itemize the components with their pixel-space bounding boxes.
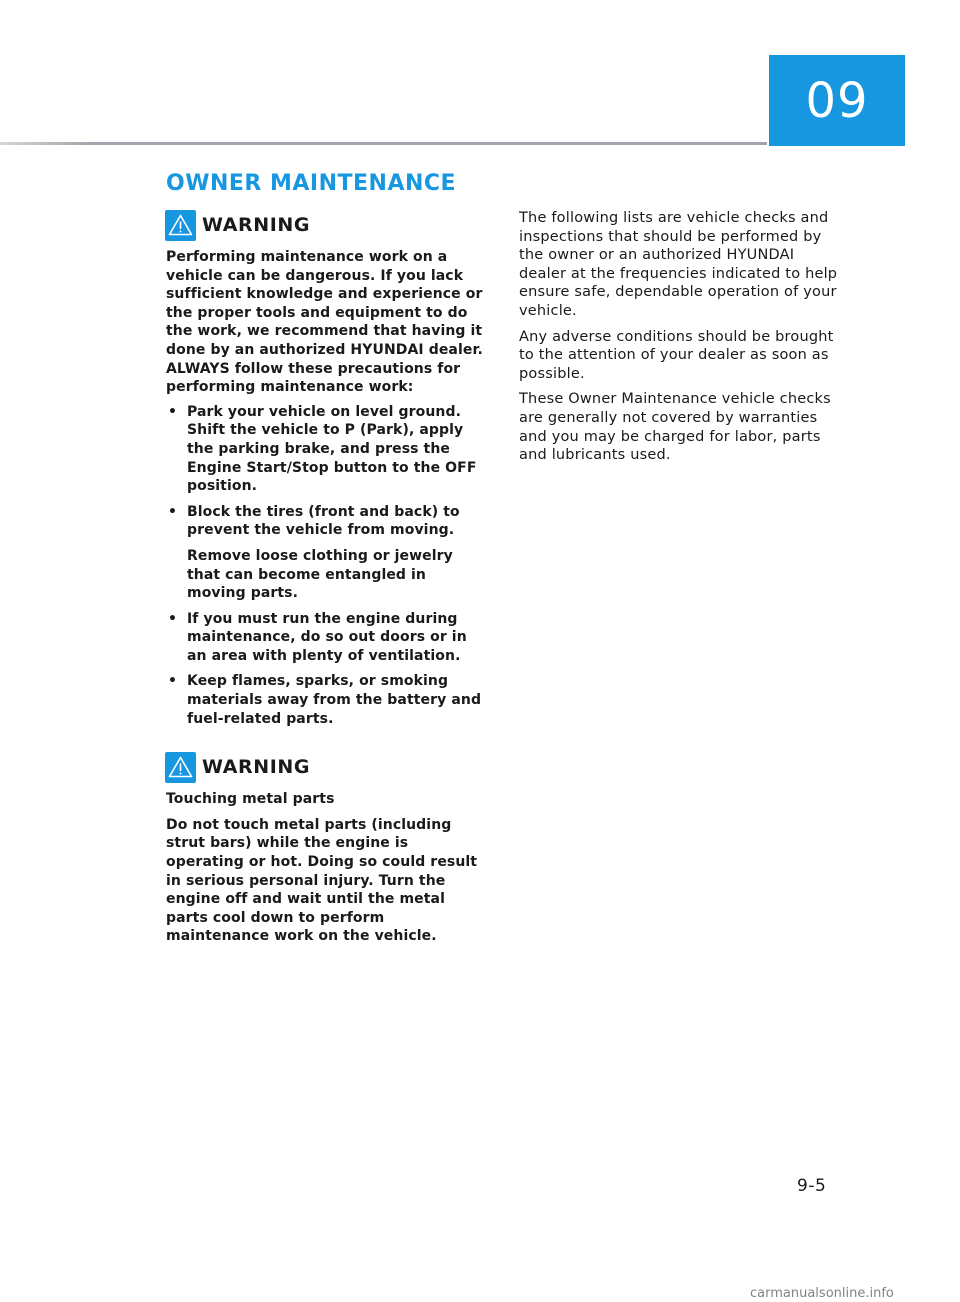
list-item-text: • Keep flames, sparks, or smoking materials away from the battery and fuel-related parts. [187,673,482,727]
left-column [166,209,488,946]
warning-intro: Performing maintenance work on a vehicle can be dangerous. If you lack sufficient knowledge and experience or the proper tools and equipment to do the work, we recommend that having it done by an authorized HYUNDAI dealer. ALWAYS follow these precautions for performing maintenance work: [166,249,483,396]
section-title: OWNER MAINTENANCE [166,171,457,196]
body-paragraph: These Owner Maintenance vehicle checks are generally not covered by warranties and you may be charged for labor, parts and lubricants used. [519,391,831,464]
list-item-subparagraph: Remove loose clothing or jewelry that can become entangled in moving parts. [187,547,453,602]
warning-title: WARNING [202,214,311,236]
chapter-number: 09 [805,72,869,129]
warning-block-metal-parts [166,751,488,946]
warning-block-maintenance [166,209,488,728]
list-item-text: • If you must run the engine during maintenance, do so out doors or in an area with plenty of ventilation. [187,610,467,664]
body-paragraph: The following lists are vehicle checks and inspections that should be performed by the owner or an authorized HYUNDAI dealer at the frequencies indicated to help ensure safe, dependable operation of your vehicle. [519,210,838,319]
warning-subtitle: Touching metal parts [166,791,335,808]
warning-header [165,751,488,783]
page-number: 9-5 [797,1176,827,1196]
body-paragraph: Any adverse conditions should be brought to the attention of your dealer as soon as possible. [519,328,834,382]
list-item [166,672,488,728]
list-item-text: • Block the tires (front and back) to prevent the vehicle from moving. [187,503,460,539]
chapter-tab [769,55,905,146]
list-item [166,503,488,603]
watermark-text: carmanualsonline.info [750,1286,894,1301]
warning-body: Do not touch metal parts (including strut bars) while the engine is operating or hot. Doing so could result in serious personal injury. Turn the engine off and wait until the metal parts cool down to perform maintenance work on the vehicle. [166,816,478,945]
right-column [519,209,845,465]
warning-header [165,209,488,241]
warning-triangle-icon [165,752,196,783]
precautions-list [166,403,488,729]
list-item-text: • Park your vehicle on level ground. Shift the vehicle to P (Park), apply the parking brake, and press the Engine Start/Stop button to the OFF position. [187,403,477,495]
list-item [166,610,488,666]
warning-title: WARNING [202,756,311,779]
header-rule [0,142,767,145]
warning-triangle-icon [165,210,196,241]
list-item [166,403,488,496]
